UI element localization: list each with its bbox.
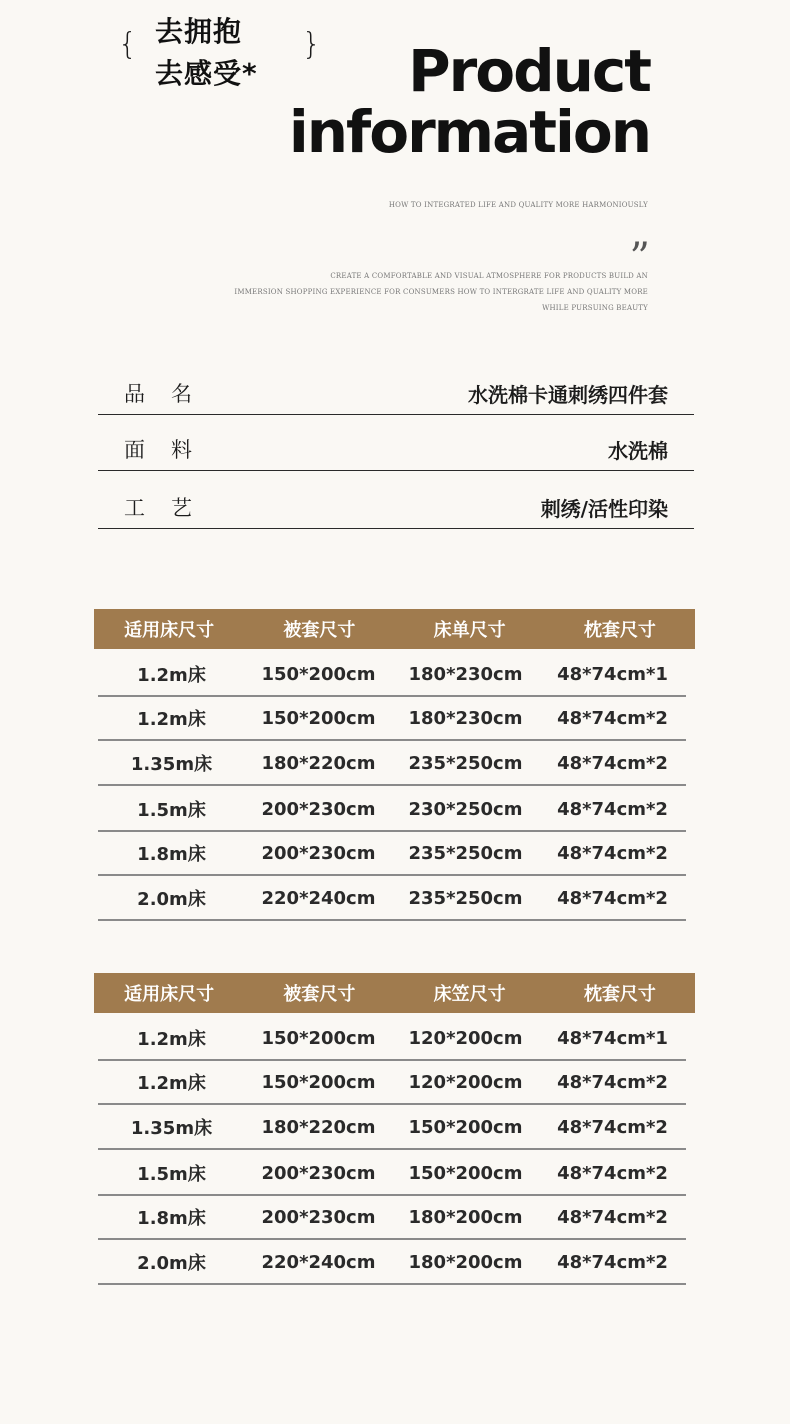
table-cell: 230*250cm — [408, 798, 523, 820]
table-cell: 200*230cm — [261, 842, 376, 864]
column-header: 枕套尺寸 — [583, 984, 656, 1005]
table-cell: 180*230cm — [408, 663, 523, 685]
table-cell: 1.5m床 — [137, 800, 206, 821]
table-cell: 48*74cm*2 — [557, 842, 668, 864]
table-cell: 235*250cm — [408, 752, 523, 774]
table-cell: 220*240cm — [261, 887, 376, 909]
table-row — [98, 877, 686, 921]
size-table-2-header — [94, 973, 695, 1013]
table-cell: 150*200cm — [261, 707, 376, 729]
table-row — [98, 742, 686, 786]
table-cell: 1.8m床 — [137, 844, 206, 865]
table-cell: 48*74cm*2 — [557, 707, 668, 729]
info-value: 水洗棉卡通刺绣四件套 — [468, 383, 668, 407]
column-header: 被套尺寸 — [283, 984, 356, 1005]
table-cell: 200*230cm — [261, 1206, 376, 1228]
table-cell: 48*74cm*2 — [557, 1116, 668, 1138]
title-information: information — [288, 98, 650, 166]
table-cell: 48*74cm*2 — [557, 1162, 668, 1184]
table-cell: 48*74cm*2 — [557, 752, 668, 774]
table-cell: 1.35m床 — [130, 1118, 213, 1139]
table-cell: 235*250cm — [408, 842, 523, 864]
column-header: 床笠尺寸 — [433, 984, 506, 1005]
table-cell: 150*200cm — [408, 1162, 523, 1184]
left-brace: { — [118, 27, 138, 62]
column-header: 床单尺寸 — [433, 620, 506, 641]
table-row — [98, 1106, 686, 1150]
table-cell: 48*74cm*2 — [557, 1251, 668, 1273]
table-cell: 180*200cm — [408, 1206, 523, 1228]
column-header: 被套尺寸 — [283, 620, 356, 641]
table-cell: 1.35m床 — [130, 754, 213, 775]
table-cell: 1.2m床 — [137, 709, 206, 730]
table-cell: 48*74cm*2 — [557, 798, 668, 820]
column-header: 适用床尺寸 — [124, 984, 215, 1005]
table-row — [98, 1152, 686, 1196]
size-table-1-header — [94, 609, 695, 649]
table-cell: 2.0m床 — [137, 889, 206, 910]
quote-mark-icon: ” — [629, 235, 650, 281]
paragraph-line-3: WHILE PURSUING BEAUTY — [542, 304, 648, 312]
table-row — [98, 1196, 686, 1240]
table-row — [98, 832, 686, 876]
table-cell: 1.2m床 — [137, 1029, 206, 1050]
paragraph-line-1: CREATE A COMFORTABLE AND VISUAL ATMOSPHERE FOR PRODUCTS BUILD AN — [330, 272, 648, 280]
table-cell: 2.0m床 — [137, 1253, 206, 1274]
table-cell: 1.5m床 — [137, 1164, 206, 1185]
table-cell: 235*250cm — [408, 887, 523, 909]
info-label: 面料 — [124, 438, 218, 462]
table-cell: 150*200cm — [261, 1027, 376, 1049]
table-row — [98, 1061, 686, 1105]
table-row — [98, 788, 686, 832]
table-cell: 1.8m床 — [137, 1208, 206, 1229]
right-brace: } — [302, 27, 322, 62]
info-row-name — [98, 358, 694, 415]
table-cell: 120*200cm — [408, 1071, 523, 1093]
table-cell: 1.2m床 — [137, 665, 206, 686]
table-cell: 180*200cm — [408, 1251, 523, 1273]
table-row — [98, 1017, 686, 1061]
info-label: 品名 — [124, 382, 218, 406]
table-cell: 48*74cm*1 — [557, 1027, 668, 1049]
paragraph-line-2: IMMERSION SHOPPING EXPERIENCE FOR CONSUMERS HOW TO INTERGRATE LIFE AND QUALITY MORE — [234, 288, 648, 296]
info-label: 工艺 — [124, 496, 218, 520]
table-cell: 150*200cm — [408, 1116, 523, 1138]
info-value: 刺绣/活性印染 — [540, 497, 668, 521]
table-cell: 200*230cm — [261, 1162, 376, 1184]
table-cell: 48*74cm*2 — [557, 1071, 668, 1093]
table-cell: 180*220cm — [261, 752, 376, 774]
table-cell: 48*74cm*2 — [557, 1206, 668, 1228]
title-product: Product — [408, 37, 650, 105]
table-row — [98, 653, 686, 697]
table-cell: 150*200cm — [261, 1071, 376, 1093]
table-cell: 200*230cm — [261, 798, 376, 820]
info-value: 水洗棉 — [608, 439, 668, 463]
table-cell: 150*200cm — [261, 663, 376, 685]
column-header: 适用床尺寸 — [124, 620, 215, 641]
column-header: 枕套尺寸 — [583, 620, 656, 641]
table-cell: 1.2m床 — [137, 1073, 206, 1094]
table-cell: 48*74cm*1 — [557, 663, 668, 685]
info-row-craft — [98, 472, 694, 529]
table-cell: 120*200cm — [408, 1027, 523, 1049]
slogan-line-2: 去感受* — [155, 57, 258, 90]
table-cell: 180*230cm — [408, 707, 523, 729]
table-row — [98, 697, 686, 741]
info-row-fabric — [98, 414, 694, 471]
slogan-line-1: 去拥抱 — [155, 15, 243, 48]
table-row — [98, 1241, 686, 1285]
table-cell: 220*240cm — [261, 1251, 376, 1273]
table-cell: 180*220cm — [261, 1116, 376, 1138]
tagline: HOW TO INTEGRATED LIFE AND QUALITY MORE HARMONIOUSLY — [388, 201, 648, 209]
table-cell: 48*74cm*2 — [557, 887, 668, 909]
